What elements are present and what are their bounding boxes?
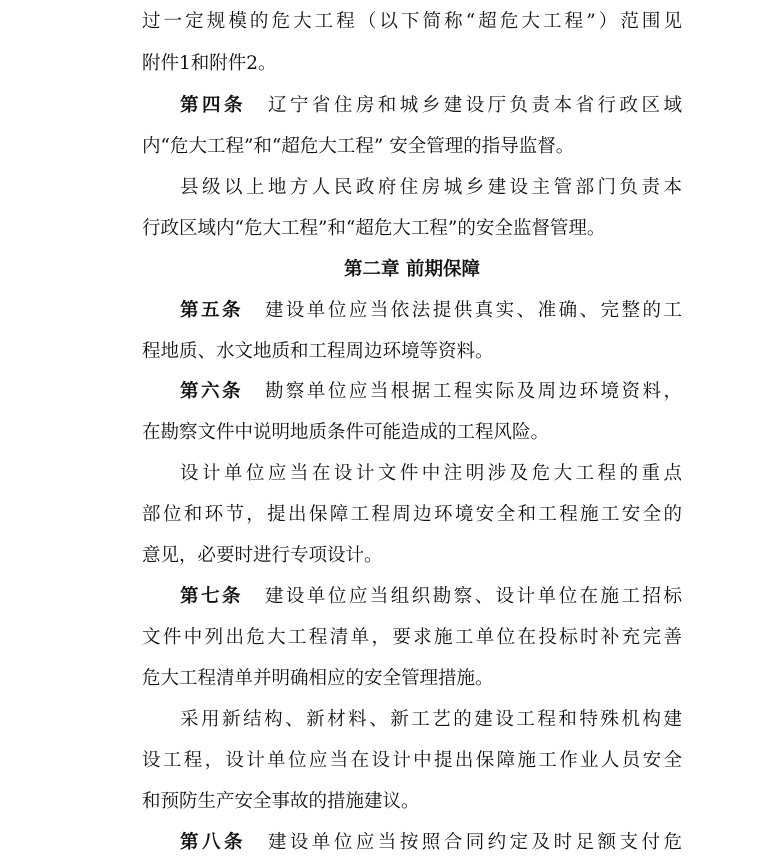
paragraph-line: 意见，必要时进行专项设计。 bbox=[142, 545, 383, 566]
paragraph-line: 设工程，设计单位应当在设计中提出保障施工作业人员安全 bbox=[142, 750, 682, 771]
article-label: 第四条 bbox=[180, 95, 246, 116]
paragraph-line: 危大工程清单并明确相应的安全管理措施。 bbox=[142, 668, 494, 689]
chapter-heading: 第二章 前期保障 bbox=[344, 259, 480, 280]
paragraph-line: 行政区域内“危大工程”和“超危大工程”的安全监督管理。 bbox=[142, 218, 606, 239]
article-text: 辽宁省住房和城乡建设厅负责本省行政区域 bbox=[267, 95, 682, 116]
article-8-line-1 bbox=[180, 827, 682, 859]
article-label: 第七条 bbox=[180, 586, 243, 607]
paragraph-line: 内“危大工程”和“超危大工程” 安全管理的指导监督。 bbox=[142, 136, 575, 157]
article-text: 建设单位应当组织勘察、设计单位在施工招标 bbox=[264, 586, 682, 607]
article-4-line-1 bbox=[180, 90, 682, 122]
paragraph-line: 文件中列出危大工程清单，要求施工单位在投标时补充完善 bbox=[142, 627, 682, 648]
paragraph-line: 在勘察文件中说明地质条件可能造成的工程风险。 bbox=[142, 422, 550, 443]
paragraph-line: 县级以上地方人民政府住房城乡建设主管部门负责本 bbox=[180, 177, 682, 198]
article-label: 第五条 bbox=[180, 300, 243, 321]
article-label: 第六条 bbox=[180, 381, 243, 402]
article-5-line-1 bbox=[180, 295, 682, 327]
article-text: 建设单位应当按照合同约定及时足额支付危 bbox=[267, 832, 682, 853]
paragraph-line: 部位和环节，提出保障工程周边环境安全和工程施工安全的 bbox=[142, 504, 682, 525]
article-label: 第八条 bbox=[180, 832, 246, 853]
article-text: 建设单位应当依法提供真实、准确、完整的工 bbox=[264, 300, 682, 321]
paragraph-line: 附件1和附件2。 bbox=[142, 53, 277, 74]
paragraph-line: 和预防生产安全事故的措施建议。 bbox=[142, 791, 420, 812]
paragraph-line: 设计单位应当在设计文件中注明涉及危大工程的重点 bbox=[180, 463, 682, 484]
article-7-line-1 bbox=[180, 581, 682, 613]
paragraph-line: 采用新结构、新材料、新工艺的建设工程和特殊机构建 bbox=[180, 709, 682, 730]
paragraph-line: 程地质、水文地质和工程周边环境等资料。 bbox=[142, 341, 494, 362]
paragraph-line: 过一定规模的危大工程（以下简称“超危大工程”）范围见 bbox=[142, 11, 682, 32]
article-text: 勘察单位应当根据工程实际及周边环境资料， bbox=[264, 381, 682, 402]
article-6-line-1 bbox=[180, 376, 682, 408]
